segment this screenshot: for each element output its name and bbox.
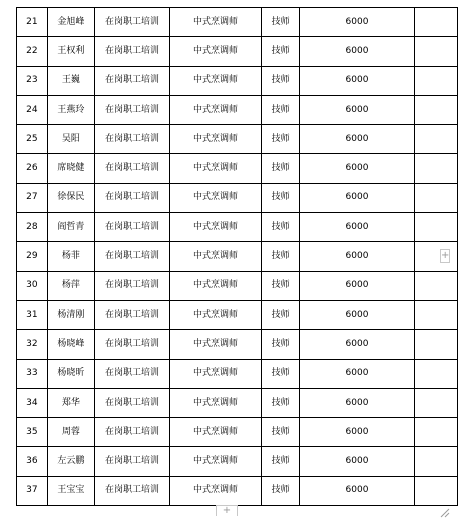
occupation-cell[interactable]: 中式烹调师	[169, 95, 262, 124]
name-cell[interactable]: 杨菲	[47, 242, 95, 271]
subsidy-amount-cell[interactable]: 6000	[299, 213, 414, 242]
subsidy-amount-cell[interactable]: 6000	[299, 183, 414, 212]
row-number-cell[interactable]: 31	[17, 300, 48, 329]
subsidy-amount-cell[interactable]: 6000	[299, 300, 414, 329]
occupation-cell[interactable]: 中式烹调师	[169, 183, 262, 212]
skill-level-cell[interactable]: 技师	[262, 359, 300, 388]
row-number-cell[interactable]: 21	[17, 8, 48, 37]
plus-icon: +	[441, 250, 450, 261]
subsidy-amount-cell[interactable]: 6000	[299, 359, 414, 388]
training-type-cell[interactable]: 在岗职工培训	[95, 447, 170, 476]
name-cell[interactable]: 席晓健	[47, 154, 95, 183]
row-number-cell[interactable]: 36	[17, 447, 48, 476]
training-type-cell[interactable]: 在岗职工培训	[95, 8, 170, 37]
table-row	[17, 476, 458, 505]
training-type-cell[interactable]: 在岗职工培训	[95, 242, 170, 271]
remarks-cell[interactable]	[415, 359, 458, 388]
name-cell[interactable]: 金旭峰	[47, 8, 95, 37]
plus-icon: +	[222, 505, 232, 516]
training-type-cell[interactable]: 在岗职工培训	[95, 476, 170, 505]
subsidy-amount-cell[interactable]: 6000	[299, 388, 414, 417]
remarks-cell[interactable]	[415, 95, 458, 124]
table-row	[17, 37, 458, 66]
skill-level-cell[interactable]: 技师	[262, 330, 300, 359]
subsidy-amount-cell[interactable]: 6000	[299, 37, 414, 66]
name-cell[interactable]: 左云鹏	[47, 447, 95, 476]
occupation-cell[interactable]: 中式烹调师	[169, 447, 262, 476]
table-row	[17, 300, 458, 329]
training-type-cell[interactable]: 在岗职工培训	[95, 125, 170, 154]
name-cell[interactable]: 郑华	[47, 388, 95, 417]
row-number-cell[interactable]: 35	[17, 418, 48, 447]
training-type-cell[interactable]: 在岗职工培训	[95, 271, 170, 300]
remarks-cell[interactable]	[415, 300, 458, 329]
table-row	[17, 271, 458, 300]
name-cell[interactable]: 杨晓昕	[47, 359, 95, 388]
resize-corner-icon	[438, 506, 450, 518]
remarks-cell[interactable]	[415, 8, 458, 37]
table-row	[17, 8, 458, 37]
row-number-cell[interactable]: 23	[17, 66, 48, 95]
trainee-table	[16, 7, 458, 506]
occupation-cell[interactable]: 中式烹调师	[169, 242, 262, 271]
training-type-cell[interactable]: 在岗职工培训	[95, 330, 170, 359]
skill-level-cell[interactable]: 技师	[262, 8, 300, 37]
row-number-cell[interactable]: 34	[17, 388, 48, 417]
name-cell[interactable]: 杨萍	[47, 271, 95, 300]
row-number-cell[interactable]: 32	[17, 330, 48, 359]
skill-level-cell[interactable]: 技师	[262, 183, 300, 212]
table-row	[17, 418, 458, 447]
skill-level-cell[interactable]: 技师	[262, 388, 300, 417]
subsidy-amount-cell[interactable]: 6000	[299, 447, 414, 476]
add-column-button[interactable]	[440, 249, 450, 263]
training-type-cell[interactable]: 在岗职工培训	[95, 359, 170, 388]
skill-level-cell[interactable]: 技师	[262, 95, 300, 124]
name-cell[interactable]: 王巍	[47, 66, 95, 95]
subsidy-amount-cell[interactable]: 6000	[299, 125, 414, 154]
subsidy-amount-cell[interactable]: 6000	[299, 476, 414, 505]
row-number-cell[interactable]: 24	[17, 95, 48, 124]
remarks-cell[interactable]	[415, 154, 458, 183]
subsidy-amount-cell[interactable]: 6000	[299, 154, 414, 183]
table-row	[17, 213, 458, 242]
name-cell[interactable]: 杨晓峰	[47, 330, 95, 359]
remarks-cell[interactable]	[415, 183, 458, 212]
occupation-cell[interactable]: 中式烹调师	[169, 125, 262, 154]
skill-level-cell[interactable]: 技师	[262, 476, 300, 505]
remarks-cell[interactable]	[415, 242, 458, 271]
training-type-cell[interactable]: 在岗职工培训	[95, 388, 170, 417]
remarks-cell[interactable]	[415, 271, 458, 300]
occupation-cell[interactable]: 中式烹调师	[169, 213, 262, 242]
training-type-cell[interactable]: 在岗职工培训	[95, 95, 170, 124]
table-row	[17, 242, 458, 271]
training-type-cell[interactable]: 在岗职工培训	[95, 37, 170, 66]
subsidy-amount-cell[interactable]: 6000	[299, 271, 414, 300]
remarks-cell[interactable]	[415, 213, 458, 242]
training-type-cell[interactable]: 在岗职工培训	[95, 183, 170, 212]
remarks-cell[interactable]	[415, 418, 458, 447]
occupation-cell[interactable]: 中式烹调师	[169, 271, 262, 300]
skill-level-cell[interactable]: 技师	[262, 154, 300, 183]
table-row	[17, 125, 458, 154]
row-number-cell[interactable]: 27	[17, 183, 48, 212]
remarks-cell[interactable]	[415, 125, 458, 154]
table-row	[17, 95, 458, 124]
subsidy-amount-cell[interactable]: 6000	[299, 66, 414, 95]
table-row	[17, 359, 458, 388]
add-row-button[interactable]	[216, 505, 238, 516]
remarks-cell[interactable]	[415, 476, 458, 505]
training-type-cell[interactable]: 在岗职工培训	[95, 66, 170, 95]
remarks-cell[interactable]	[415, 66, 458, 95]
table-row	[17, 388, 458, 417]
row-number-cell[interactable]: 28	[17, 213, 48, 242]
table-row	[17, 447, 458, 476]
skill-level-cell[interactable]: 技师	[262, 37, 300, 66]
remarks-cell[interactable]	[415, 447, 458, 476]
row-number-cell[interactable]: 37	[17, 476, 48, 505]
skill-level-cell[interactable]: 技师	[262, 300, 300, 329]
name-cell[interactable]: 吴阳	[47, 125, 95, 154]
occupation-cell[interactable]: 中式烹调师	[169, 476, 262, 505]
row-number-cell[interactable]: 30	[17, 271, 48, 300]
skill-level-cell[interactable]: 技师	[262, 447, 300, 476]
name-cell[interactable]: 阎哲青	[47, 213, 95, 242]
remarks-cell[interactable]	[415, 37, 458, 66]
occupation-cell[interactable]: 中式烹调师	[169, 8, 262, 37]
subsidy-amount-cell[interactable]: 6000	[299, 330, 414, 359]
training-type-cell[interactable]: 在岗职工培训	[95, 213, 170, 242]
skill-level-cell[interactable]: 技师	[262, 271, 300, 300]
table-row	[17, 66, 458, 95]
table-row	[17, 330, 458, 359]
table-row	[17, 154, 458, 183]
remarks-cell[interactable]	[415, 330, 458, 359]
row-number-cell[interactable]: 26	[17, 154, 48, 183]
name-cell[interactable]: 王燕玲	[47, 95, 95, 124]
subsidy-amount-cell[interactable]: 6000	[299, 242, 414, 271]
occupation-cell[interactable]: 中式烹调师	[169, 418, 262, 447]
occupation-cell[interactable]: 中式烹调师	[169, 154, 262, 183]
skill-level-cell[interactable]: 技师	[262, 213, 300, 242]
row-number-cell[interactable]: 25	[17, 125, 48, 154]
occupation-cell[interactable]: 中式烹调师	[169, 359, 262, 388]
skill-level-cell[interactable]: 技师	[262, 125, 300, 154]
training-type-cell[interactable]: 在岗职工培训	[95, 300, 170, 329]
row-number-cell[interactable]: 22	[17, 37, 48, 66]
trainee-table-body	[17, 8, 458, 506]
subsidy-amount-cell[interactable]: 6000	[299, 95, 414, 124]
occupation-cell[interactable]: 中式烹调师	[169, 330, 262, 359]
occupation-cell[interactable]: 中式烹调师	[169, 37, 262, 66]
table-row	[17, 183, 458, 212]
remarks-cell[interactable]	[415, 388, 458, 417]
name-cell[interactable]: 王宝宝	[47, 476, 95, 505]
training-type-cell[interactable]: 在岗职工培训	[95, 418, 170, 447]
row-number-cell[interactable]: 29	[17, 242, 48, 271]
skill-level-cell[interactable]: 技师	[262, 242, 300, 271]
skill-level-cell[interactable]: 技师	[262, 66, 300, 95]
subsidy-amount-cell[interactable]: 6000	[299, 8, 414, 37]
skill-level-cell[interactable]: 技师	[262, 418, 300, 447]
subsidy-amount-cell[interactable]: 6000	[299, 418, 414, 447]
name-cell[interactable]: 王权利	[47, 37, 95, 66]
training-type-cell[interactable]: 在岗职工培训	[95, 154, 170, 183]
occupation-cell[interactable]: 中式烹调师	[169, 66, 262, 95]
table-resize-handle[interactable]	[438, 503, 450, 515]
occupation-cell[interactable]: 中式烹调师	[169, 388, 262, 417]
name-cell[interactable]: 徐保民	[47, 183, 95, 212]
name-cell[interactable]: 周蓉	[47, 418, 95, 447]
occupation-cell[interactable]: 中式烹调师	[169, 300, 262, 329]
row-number-cell[interactable]: 33	[17, 359, 48, 388]
name-cell[interactable]: 杨清刚	[47, 300, 95, 329]
